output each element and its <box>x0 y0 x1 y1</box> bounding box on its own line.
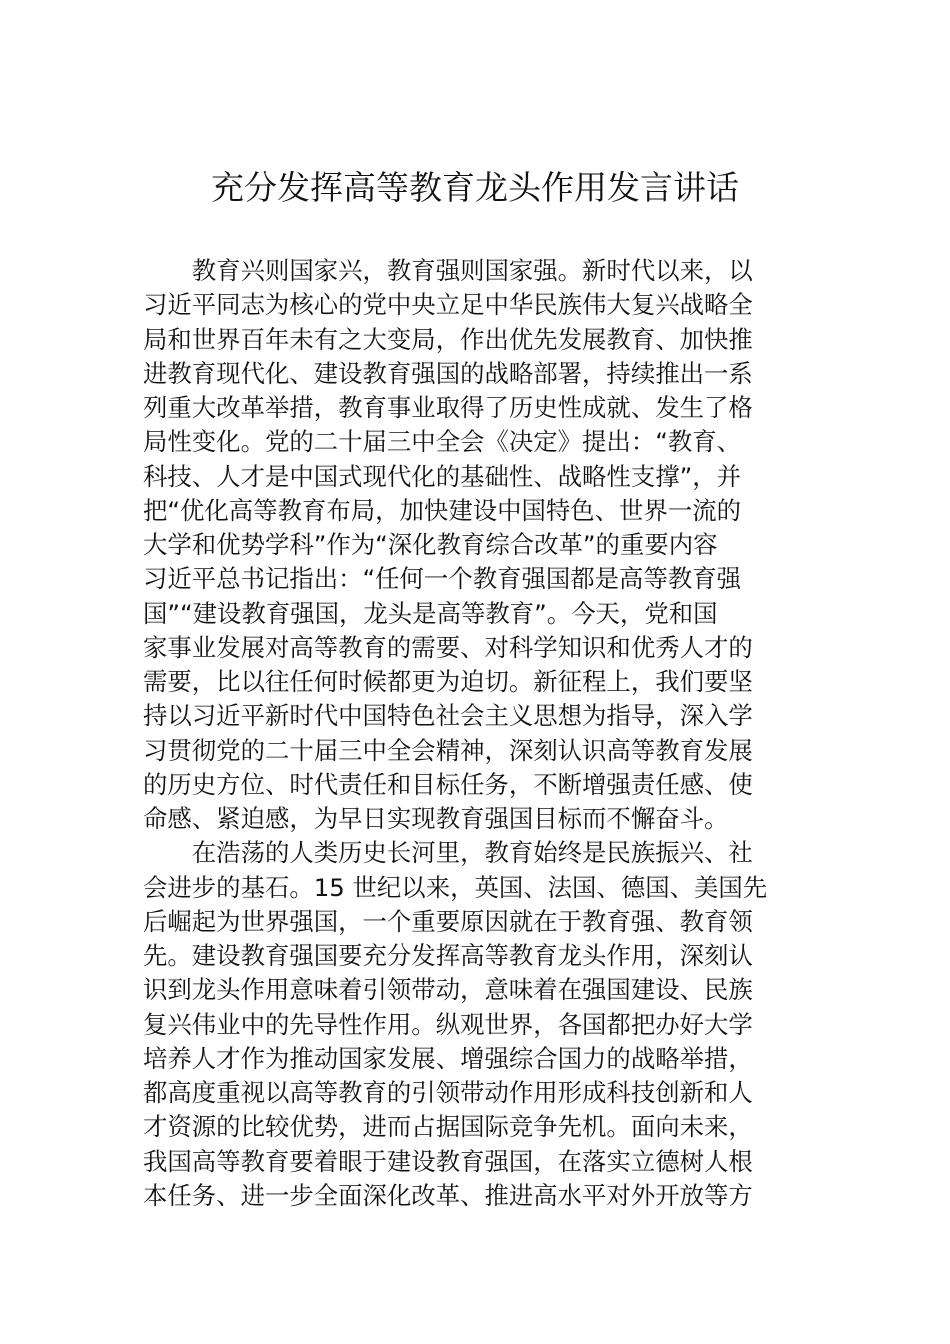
text-line: 会进步的基石。15 世纪以来，英国、法国、德国、美国先 <box>143 872 768 902</box>
text-line: 识到龙头作用意味着引领带动，意味着在强国建设、民族 <box>143 975 753 1005</box>
text-line: 持以习近平新时代中国特色社会主义思想为指导，深入学 <box>143 701 753 731</box>
text-line: 习近平总书记指出：“任何一个教育强国都是高等教育强 <box>143 564 742 594</box>
text-line: 需要，比以往任何时候都更为迫切。新征程上，我们要坚 <box>143 667 753 696</box>
text-line: 的历史方位、时代责任和目标任务，不断增强责任感、使 <box>143 769 753 799</box>
text-line: 习贯彻党的二十届三中全会精神，深刻认识高等教育发展 <box>143 735 753 765</box>
text-line: 我国高等教育要着眼于建设教育强国，在落实立德树人根 <box>143 1146 753 1176</box>
text-line: 教育兴则国家兴，教育强则国家强。新时代以来，以 <box>143 256 753 285</box>
text-line: 局性变化。党的二十届三中全会《决定》提出：“教育、 <box>143 427 742 457</box>
text-line: 都高度重视以高等教育的引领带动作用形成科技创新和人 <box>143 1078 753 1107</box>
text-line: 命感、紧迫感，为早日实现教育强国目标而不懈奋斗。 <box>143 804 729 833</box>
text-line: 在浩荡的人类历史长河里，教育始终是民族振兴、社 <box>143 838 753 868</box>
text-line: 后崛起为世界强国，一个重要原因就在于教育强、教育领 <box>143 906 753 936</box>
text-line: 局和世界百年未有之大变局，作出优先发展教育、加快推 <box>143 324 753 354</box>
text-line: 才资源的比较优势，进而占据国际竞争先机。面向未来， <box>143 1112 753 1142</box>
text-line: 大学和优势学科”作为“深化教育综合改革”的重要内容 <box>143 530 718 559</box>
text-line: 列重大改革举措，教育事业取得了历史性成就、发生了格 <box>143 393 753 422</box>
text-line: 先。建设教育强国要充分发挥高等教育龙头作用，深刻认 <box>143 941 753 970</box>
document-body <box>143 254 813 1213</box>
document-title: 充分发挥高等教育龙头作用发言讲话 <box>211 168 739 207</box>
text-line: 本任务、进一步全面深化改革、推进高水平对外开放等方 <box>143 1180 753 1210</box>
text-line: 复兴伟业中的先导性作用。纵观世界，各国都把办好大学 <box>143 1009 753 1039</box>
text-line: 科技、人才是中国式现代化的基础性、战略性支撑”，并 <box>143 461 742 491</box>
text-line: 进教育现代化、建设教育强国的战略部署，持续推出一系 <box>143 358 753 388</box>
text-line: 国”“建设教育强国，龙头是高等教育”。今天，党和国 <box>143 598 718 628</box>
text-line: 习近平同志为核心的党中央立足中华民族伟大复兴战略全 <box>143 290 753 320</box>
text-line: 培养人才作为推动国家发展、增强综合国力的战略举措， <box>143 1043 753 1073</box>
text-line: 家事业发展对高等教育的需要、对科学知识和优秀人才的 <box>143 632 753 662</box>
text-line: 把“优化高等教育布局，加快建设中国特色、世界一流的 <box>143 495 742 525</box>
